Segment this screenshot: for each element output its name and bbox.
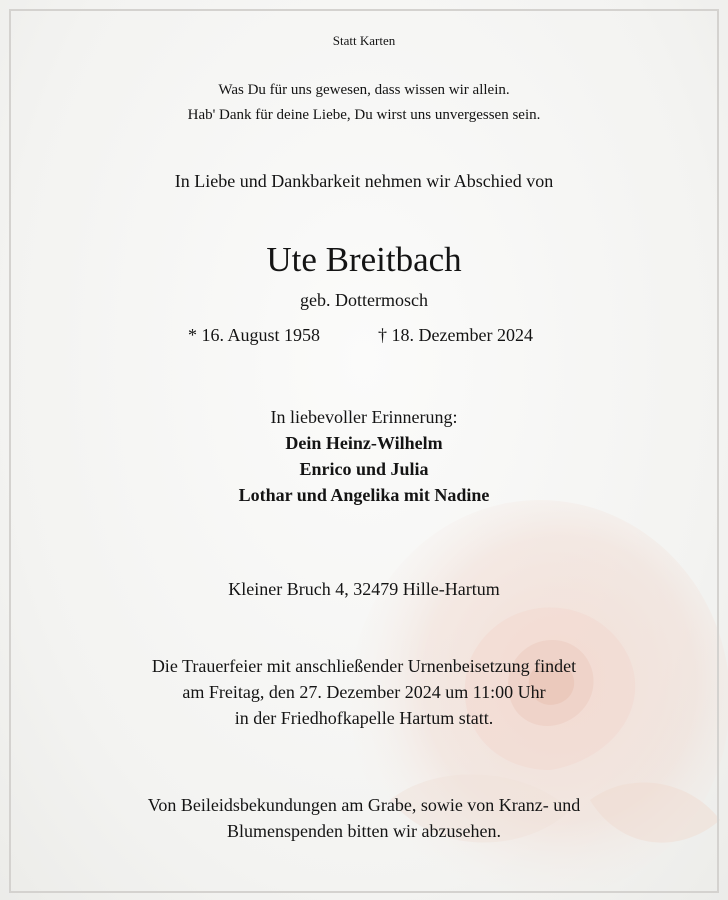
maiden-name: geb. Dottermosch [300,290,428,310]
verse-line-1: Was Du für uns gewesen, dass wissen wir allein. [218,82,510,98]
birth-date: * 16. August 1958 [188,325,321,345]
ceremony-line-3: in der Friedhofkapelle Hartum statt. [234,708,494,728]
life-dates [0,325,728,349]
request-line-1: Von Beileidsbekundungen am Grabe, sowie von Kranz- und [147,795,581,815]
family-address: Kleiner Bruch 4, 32479 Hille-Hartum [228,579,500,599]
memory-heading: In liebevoller Erinnerung: [270,407,458,427]
mourner-1: Dein Heinz-Wilhelm [285,433,443,453]
mourner-3: Lothar und Angelika mit Nadine [238,485,490,505]
death-date: † 18. Dezember 2024 [378,325,533,345]
deceased-name: Ute Breitbach [266,240,462,279]
ceremony-line-2: am Freitag, den 27. Dezember 2024 um 11:00 Uhr [182,682,546,702]
header-text: Statt Karten [332,33,396,48]
request-line-2: Blumenspenden bitten wir abzusehen. [227,821,501,841]
mourner-2: Enrico und Julia [299,459,429,479]
farewell-intro: In Liebe und Dankbarkeit nehmen wir Abschied von [174,171,554,191]
verse-line-2: Hab' Dank für deine Liebe, Du wirst uns unvergessen sein. [187,107,541,123]
ceremony-line-1: Die Trauerfeier mit anschließender Urnenbeisetzung findet [151,656,577,676]
